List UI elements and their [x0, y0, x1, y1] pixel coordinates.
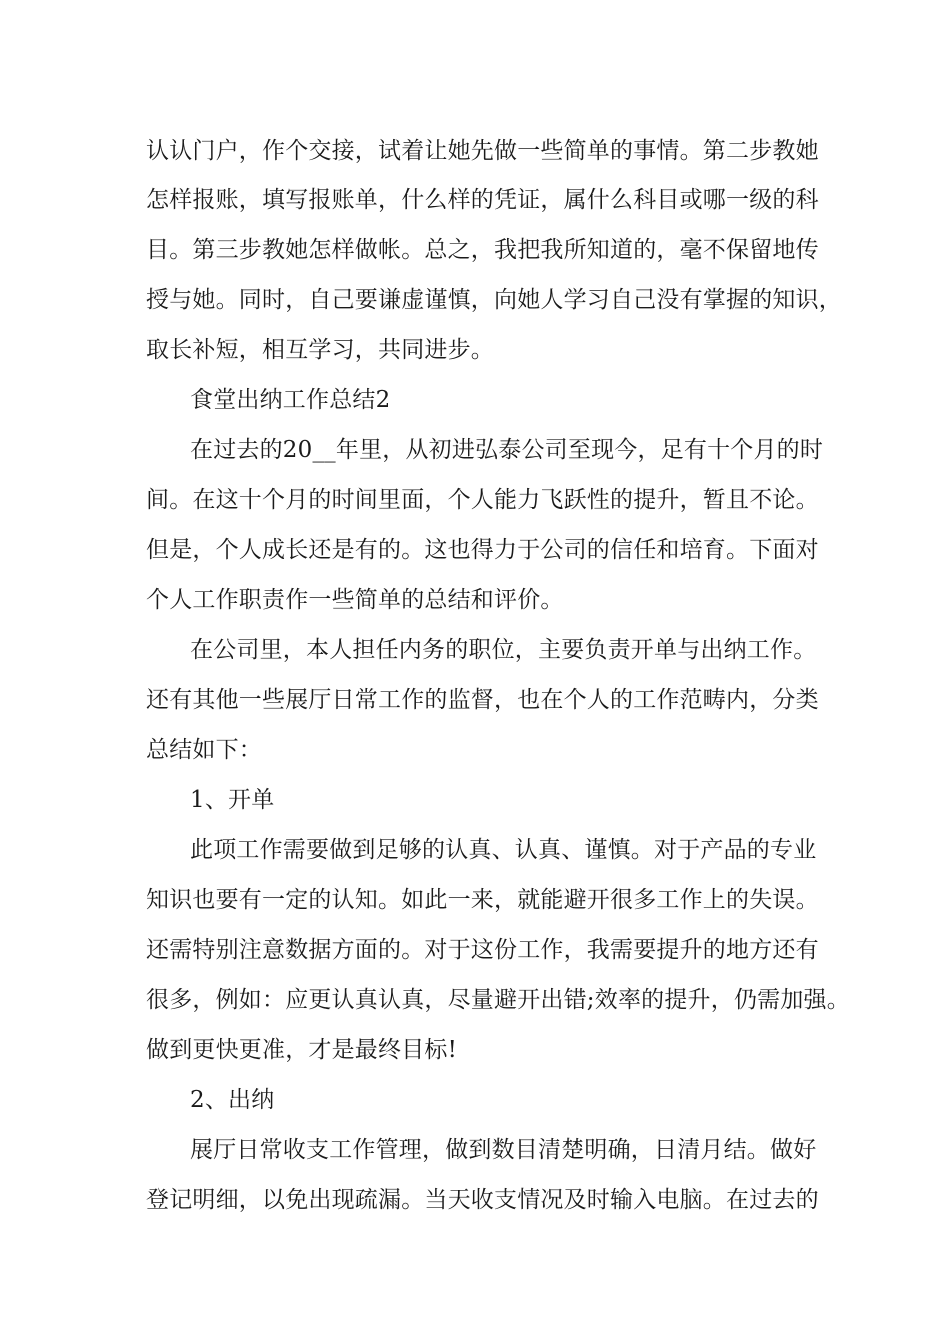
subsection-heading: 1、开单 — [190, 787, 275, 813]
paragraph-line: 但是，个人成长还是有的。这也得力于公司的信任和培育。下面对 — [146, 537, 819, 563]
paragraph-line: 在公司里，本人担任内务的职位，主要负责开单与出纳工作。 — [190, 637, 817, 663]
paragraph-line: 还有其他一些展厅日常工作的监督，也在个人的工作范畴内，分类 — [146, 687, 819, 713]
paragraph-line: 认认门户，作个交接，试着让她先做一些简单的事情。第二步教她 — [146, 138, 819, 164]
paragraph-line: 目。第三步教她怎样做帐。总之，我把我所知道的，毫不保留地传 — [146, 237, 819, 263]
paragraph-line: 间。在这十个月的时间里面，个人能力飞跃性的提升，暂且不论。 — [146, 487, 819, 513]
section-heading: 食堂出纳工作总结2 — [190, 387, 391, 413]
paragraph-line: 知识也要有一定的认知。如此一来，就能避开很多工作上的失误。 — [146, 887, 819, 913]
paragraph-line: 登记明细，以免出现疏漏。当天收支情况及时输入电脑。在过去的 — [146, 1187, 819, 1213]
paragraph-line: 怎样报账，填写报账单，什么样的凭证，属什么科目或哪一级的科 — [146, 187, 819, 213]
paragraph-line: 还需特别注意数据方面的。对于这份工作，我需要提升的地方还有 — [146, 937, 819, 963]
paragraph-line: 很多，例如：应更认真认真，尽量避开出错;效率的提升，仍需加强。 — [146, 987, 850, 1013]
paragraph-line: 展厅日常收支工作管理，做到数目清楚明确，日清月结。做好 — [190, 1137, 817, 1163]
paragraph-line: 此项工作需要做到足够的认真、认真、谨慎。对于产品的专业 — [190, 837, 817, 863]
subsection-heading: 2、出纳 — [190, 1087, 275, 1113]
paragraph-line: 做到更快更准，才是最终目标! — [146, 1037, 458, 1063]
paragraph-line: 在过去的20__年里，从初进弘泰公司至现今，足有十个月的时 — [190, 437, 824, 463]
paragraph-line: 个人工作职责作一些简单的总结和评价。 — [146, 587, 564, 613]
paragraph-line: 总结如下： — [146, 737, 262, 763]
paragraph-line: 取长补短，相互学习，共同进步。 — [146, 337, 494, 363]
paragraph-line: 授与她。同时，自己要谦虚谨慎，向她人学习自己没有掌握的知识， — [146, 287, 842, 313]
